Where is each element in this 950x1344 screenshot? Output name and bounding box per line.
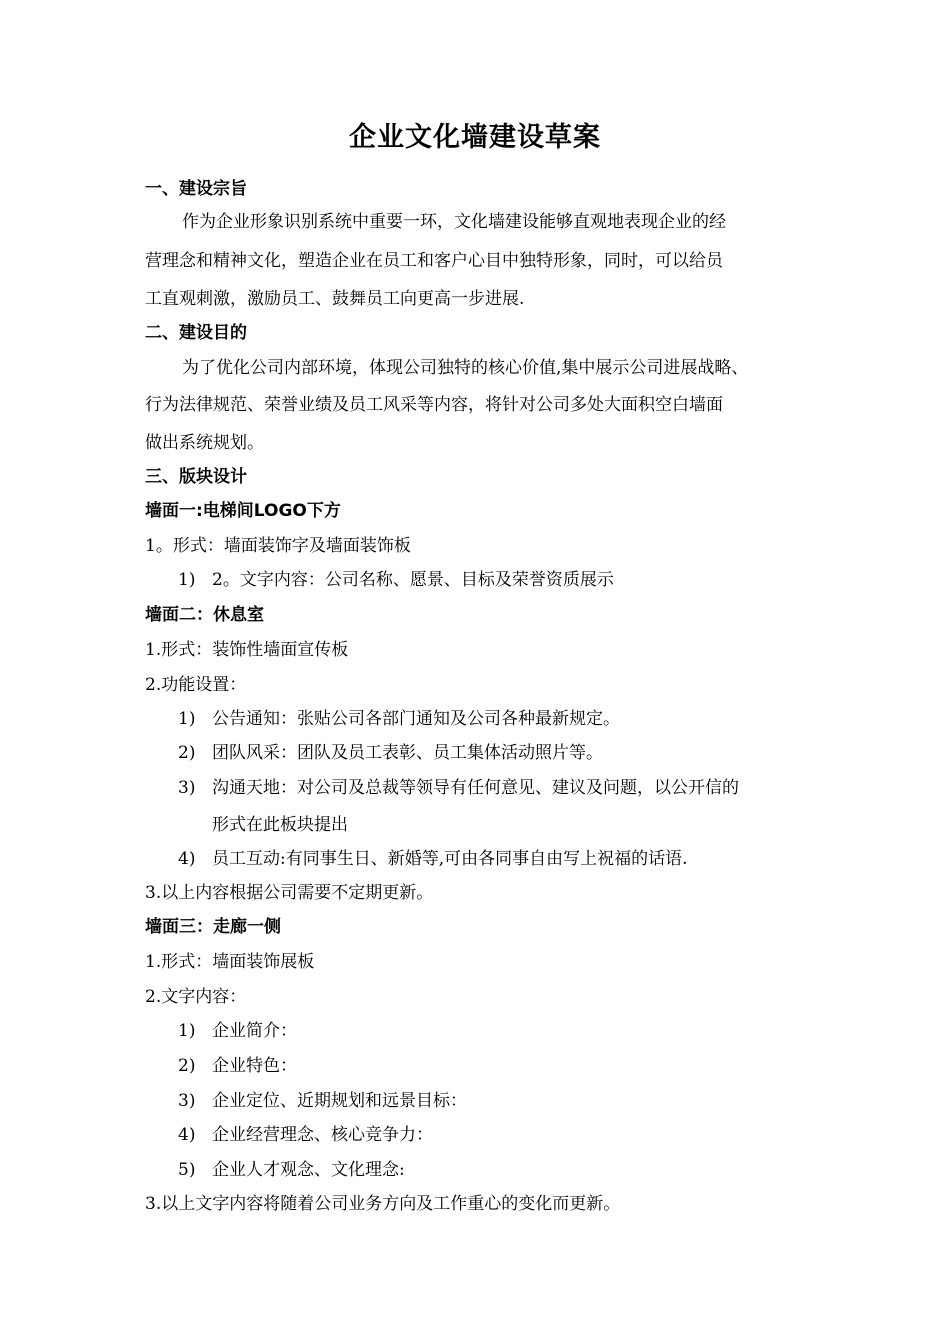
wall1-item-text: 2。文字内容：公司名称、愿景、目标及荣誉资质展示 [212, 570, 614, 590]
wall2-item-continuation: 形式在此板块提出 [212, 815, 348, 835]
section2-heading: 二、建设目的 [145, 323, 247, 343]
section1-heading: 一、建设宗旨 [145, 179, 247, 199]
wall2-item-text: 沟通天地：对公司及总裁等领导有任何意见、建议及问题，以公开信的 [212, 778, 739, 798]
wall2-item-text: 员工互动:有同事生日、新婚等,可由各同事自由写上祝福的话语. [212, 849, 688, 869]
section1-para-line-2: 营理念和精神文化，塑造企业在员工和客户心目中独特形象，同时，可以给员 [145, 251, 723, 271]
wall2-item-number: 2) [178, 743, 196, 763]
wall1-heading: 墙面一:电梯间LOGO下方 [145, 501, 341, 521]
section2-para-line-2: 行为法律规范、荣誉业绩及员工风采等内容，将针对公司多处大面积空白墙面 [145, 395, 723, 415]
section2-para-line-3: 做出系统规划。 [145, 433, 264, 453]
wall2-form: 1.形式：装饰性墙面宣传板 [145, 640, 349, 660]
wall3-item-number: 5) [178, 1160, 196, 1180]
wall3-heading: 墙面三：走廊一侧 [145, 917, 281, 937]
wall1-form: 1。形式：墙面装饰字及墙面装饰板 [145, 536, 411, 556]
wall3-item-text: 企业特色： [212, 1056, 297, 1076]
wall2-note: 3.以上内容根据公司需要不定期更新。 [145, 883, 434, 903]
section3-heading: 三、版块设计 [145, 467, 247, 487]
wall3-item-text: 企业经营理念、核心竞争力： [212, 1125, 433, 1145]
section1-para-line-1: 作为企业形象识别系统中重要一环，文化墙建设能够直观地表现企业的经 [182, 212, 726, 232]
wall1-item-number: 1) [178, 570, 196, 590]
document-title: 企业文化墙建设草案 [349, 122, 601, 153]
wall2-item-number: 4) [178, 849, 196, 869]
wall3-item-number: 1) [178, 1021, 196, 1041]
section2-para-line-1: 为了优化公司内部环境，体现公司独特的核心价值,集中展示公司进展战略、 [182, 358, 749, 378]
wall2-item-text: 团队风采：团队及员工表彰、员工集体活动照片等。 [212, 743, 603, 763]
wall3-item-text: 企业定位、近期规划和远景目标： [212, 1091, 467, 1111]
wall2-item-text: 公告通知：张贴公司各部门通知及公司各种最新规定。 [212, 709, 620, 729]
wall3-item-text: 企业人才观念、文化理念: [212, 1160, 405, 1180]
wall2-item-number: 3) [178, 778, 196, 798]
wall3-item-text: 企业简介： [212, 1021, 297, 1041]
wall3-note: 3.以上文字内容将随着公司业务方向及工作重心的变化而更新。 [145, 1194, 621, 1214]
wall3-item-number: 2) [178, 1056, 196, 1076]
wall3-item-number: 4) [178, 1125, 196, 1145]
section1-para-line-3: 工直观刺激，激励员工、鼓舞员工向更高一步进展. [145, 289, 525, 309]
wall2-heading: 墙面二：休息室 [145, 605, 264, 625]
wall2-function: 2.功能设置： [145, 675, 247, 695]
wall3-form: 1.形式：墙面装饰展板 [145, 952, 315, 972]
wall2-item-number: 1) [178, 709, 196, 729]
wall3-content: 2.文字内容： [145, 987, 247, 1007]
wall3-item-number: 3) [178, 1091, 196, 1111]
